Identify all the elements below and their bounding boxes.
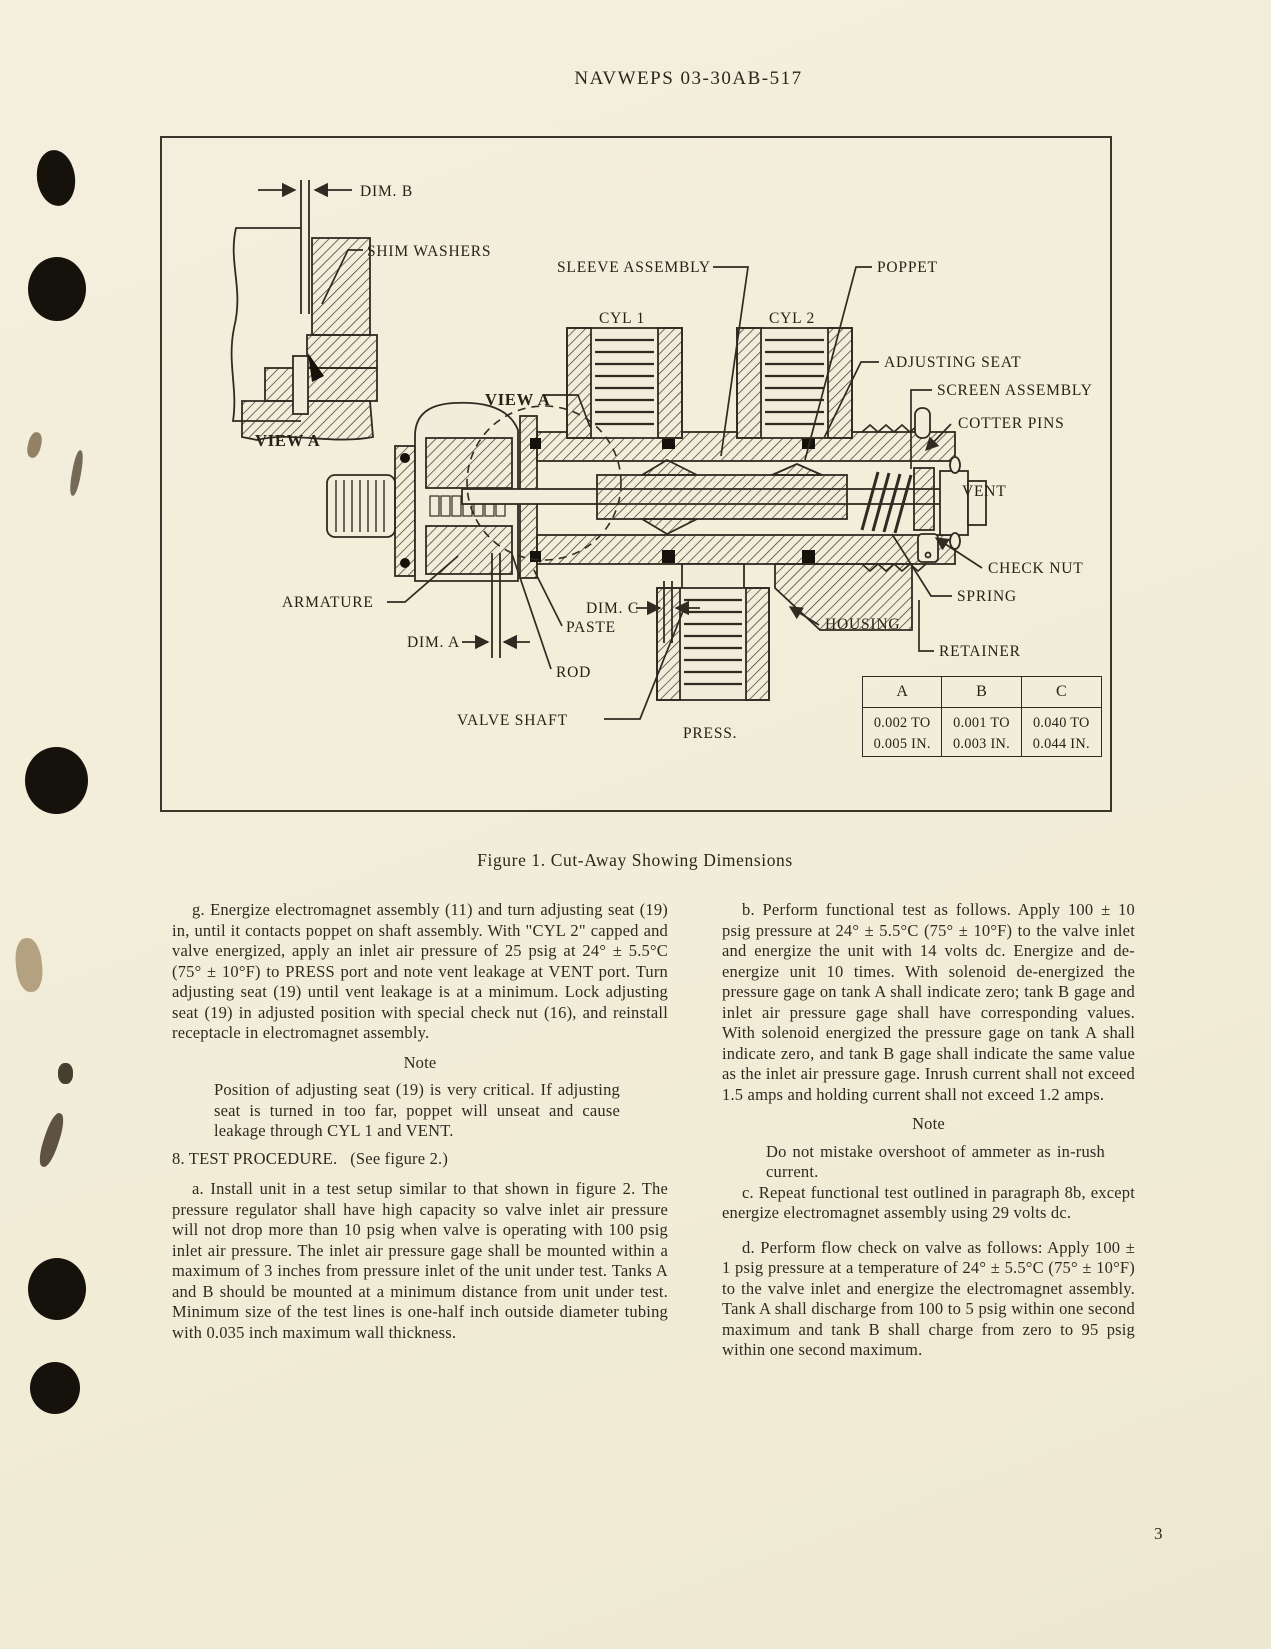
ink-mark [25,747,88,814]
label-screen-assembly: SCREEN ASSEMBLY [937,382,1093,399]
ink-smudge [68,450,85,497]
paragraph-c: c. Repeat functional test outlined in paragraph 8b, except energize electromagnet assembly using 29 volts dc. [722,1182,1135,1222]
label-dim-b: DIM. B [360,183,414,200]
label-view-a: VIEW A [255,431,321,450]
ink-mark [28,1258,86,1320]
label-dim-c: DIM. C [586,600,640,617]
dimension-table-header-row [863,677,1101,708]
dimension-table-header: B [942,677,1021,708]
label-shim-washers: SHIM WASHERS [367,243,492,260]
detail-view-shim [232,180,377,440]
label-sleeve-assembly: SLEEVE ASSEMBLY [557,259,711,276]
ink-smudge [58,1063,73,1084]
document-number-header: NAVWEPS 03-30AB-517 [574,68,803,89]
label-valve-shaft: VALVE SHAFT [457,712,568,729]
note-heading: Note [403,1052,437,1072]
label-armature: ARMATURE [282,594,374,611]
section-heading-test-procedure: 8. TEST PROCEDURE. (See figure 2.) [172,1148,449,1168]
dimension-table [862,676,1102,757]
dimension-table-value: 0.001 TO 0.003 IN. [942,708,1021,756]
label-vent: VENT [962,483,1007,500]
label-adjusting-seat: ADJUSTING SEAT [884,354,1022,371]
label-poppet: POPPET [877,259,938,276]
right-text-column [722,900,1135,1361]
ink-mark [33,148,78,209]
label-press: PRESS. [683,725,738,742]
note-body: Do not mistake overshoot of ammeter as in-rush current. [766,1141,1105,1181]
dimension-table-header: C [1022,677,1101,708]
ink-mark [28,257,86,321]
paragraph-b: b. Perform functional test as follows. Apply 100 ± 10 psig pressure at 24° ± 5.5°C (75° ± 10°F) to the valve inlet and energize the unit with 14 volts dc. Energize and de-energize unit 10 times. With solenoid de-energized the pressure gage on tank A shall indicate zero; tank B gage and inlet air pressure gage shall have corresponding values. With solenoid energized the pressure gage on tank A shall indicate zero, and tank B gage shall indicate the same value as the inlet air pressure gage. Inrush current shall not exceed 1.5 amps and holding current shall not exceed 1.2 amps. [722,900,1135,1104]
ink-smudge [36,1111,68,1169]
label-housing: HOUSING [825,616,901,633]
label-cyl-1: CYL 1 [599,310,646,327]
label-view-a-callout: VIEW A [485,390,551,409]
page-number: 3 [1154,1524,1163,1543]
note-heading: Note [912,1114,945,1133]
ink-smudge [25,431,44,459]
label-rod: ROD [556,664,592,681]
ink-smudge [13,937,45,993]
paragraph-d: d. Perform flow check on valve as follows: Apply 100 ± 1 psig pressure at a temperature of 24° ± 5.5°C (75° ± 10°F) to the valve inlet and energize the electromagnet assembly. Tank A shall discharge from 100 to 5 psig within one second maximum and tank B shall charge from zero to 95 psig within one second maximum. [722,1237,1135,1359]
ink-mark [30,1362,80,1414]
figure-caption: Figure 1. Cut-Away Showing Dimensions [477,850,793,870]
label-cyl-2: CYL 2 [769,310,816,327]
dimension-table-value-row [863,708,1101,756]
label-spring: SPRING [957,588,1017,605]
dimension-table-value: 0.040 TO 0.044 IN. [1032,715,1090,752]
note-body: Position of adjusting seat (19) is very critical. If adjusting seat is turned in too far, poppet will unseat and cause leakage through CYL 1 and VENT. [214,1080,620,1140]
paragraph-g: g. Energize electromagnet assembly (11) and turn adjusting seat (19) in, until it contacts poppet on shaft assembly. With "CYL 2" capped and valve energized, apply an inlet air pressure of 25 psig at 24° ± 5.5°C (75° ± 10°F) to PRESS port and note vent leakage at VENT port. Turn adjusting seat (19) until vent leakage is at a minimum. Lock adjusting seat (19) in adjusted position with special check nut (16), and reinstall receptacle in electromagnet assembly. [172,900,668,1042]
label-check-nut: CHECK NUT [988,560,1084,577]
dimension-table-header: A [863,677,942,708]
figure-1-box [160,136,1112,812]
label-dim-a: DIM. A [407,634,461,651]
dimension-table-value: 0.002 TO 0.005 IN. [863,708,942,756]
paragraph-a: a. Install unit in a test setup similar to that shown in figure 2. The pressure regulator shall have high capacity so valve inlet air pressure will not drop more than 10 psig when valve is operating with 100 psig inlet air pressure. The inlet air pressure gage shall be mounted within a maximum of 3 inches from pressure inlet of the unit under test. Tanks A and B should be mounted at a minimum distance from unit under test. Minimum size of the test lines is one-half inch outside diameter tubing with 0.035 inch maximum wall thickness. [172,1179,668,1342]
label-cotter-pins: COTTER PINS [958,415,1065,432]
label-retainer: RETAINER [939,643,1021,660]
left-text-column [172,900,668,1343]
label-paste: PASTE [566,619,616,636]
